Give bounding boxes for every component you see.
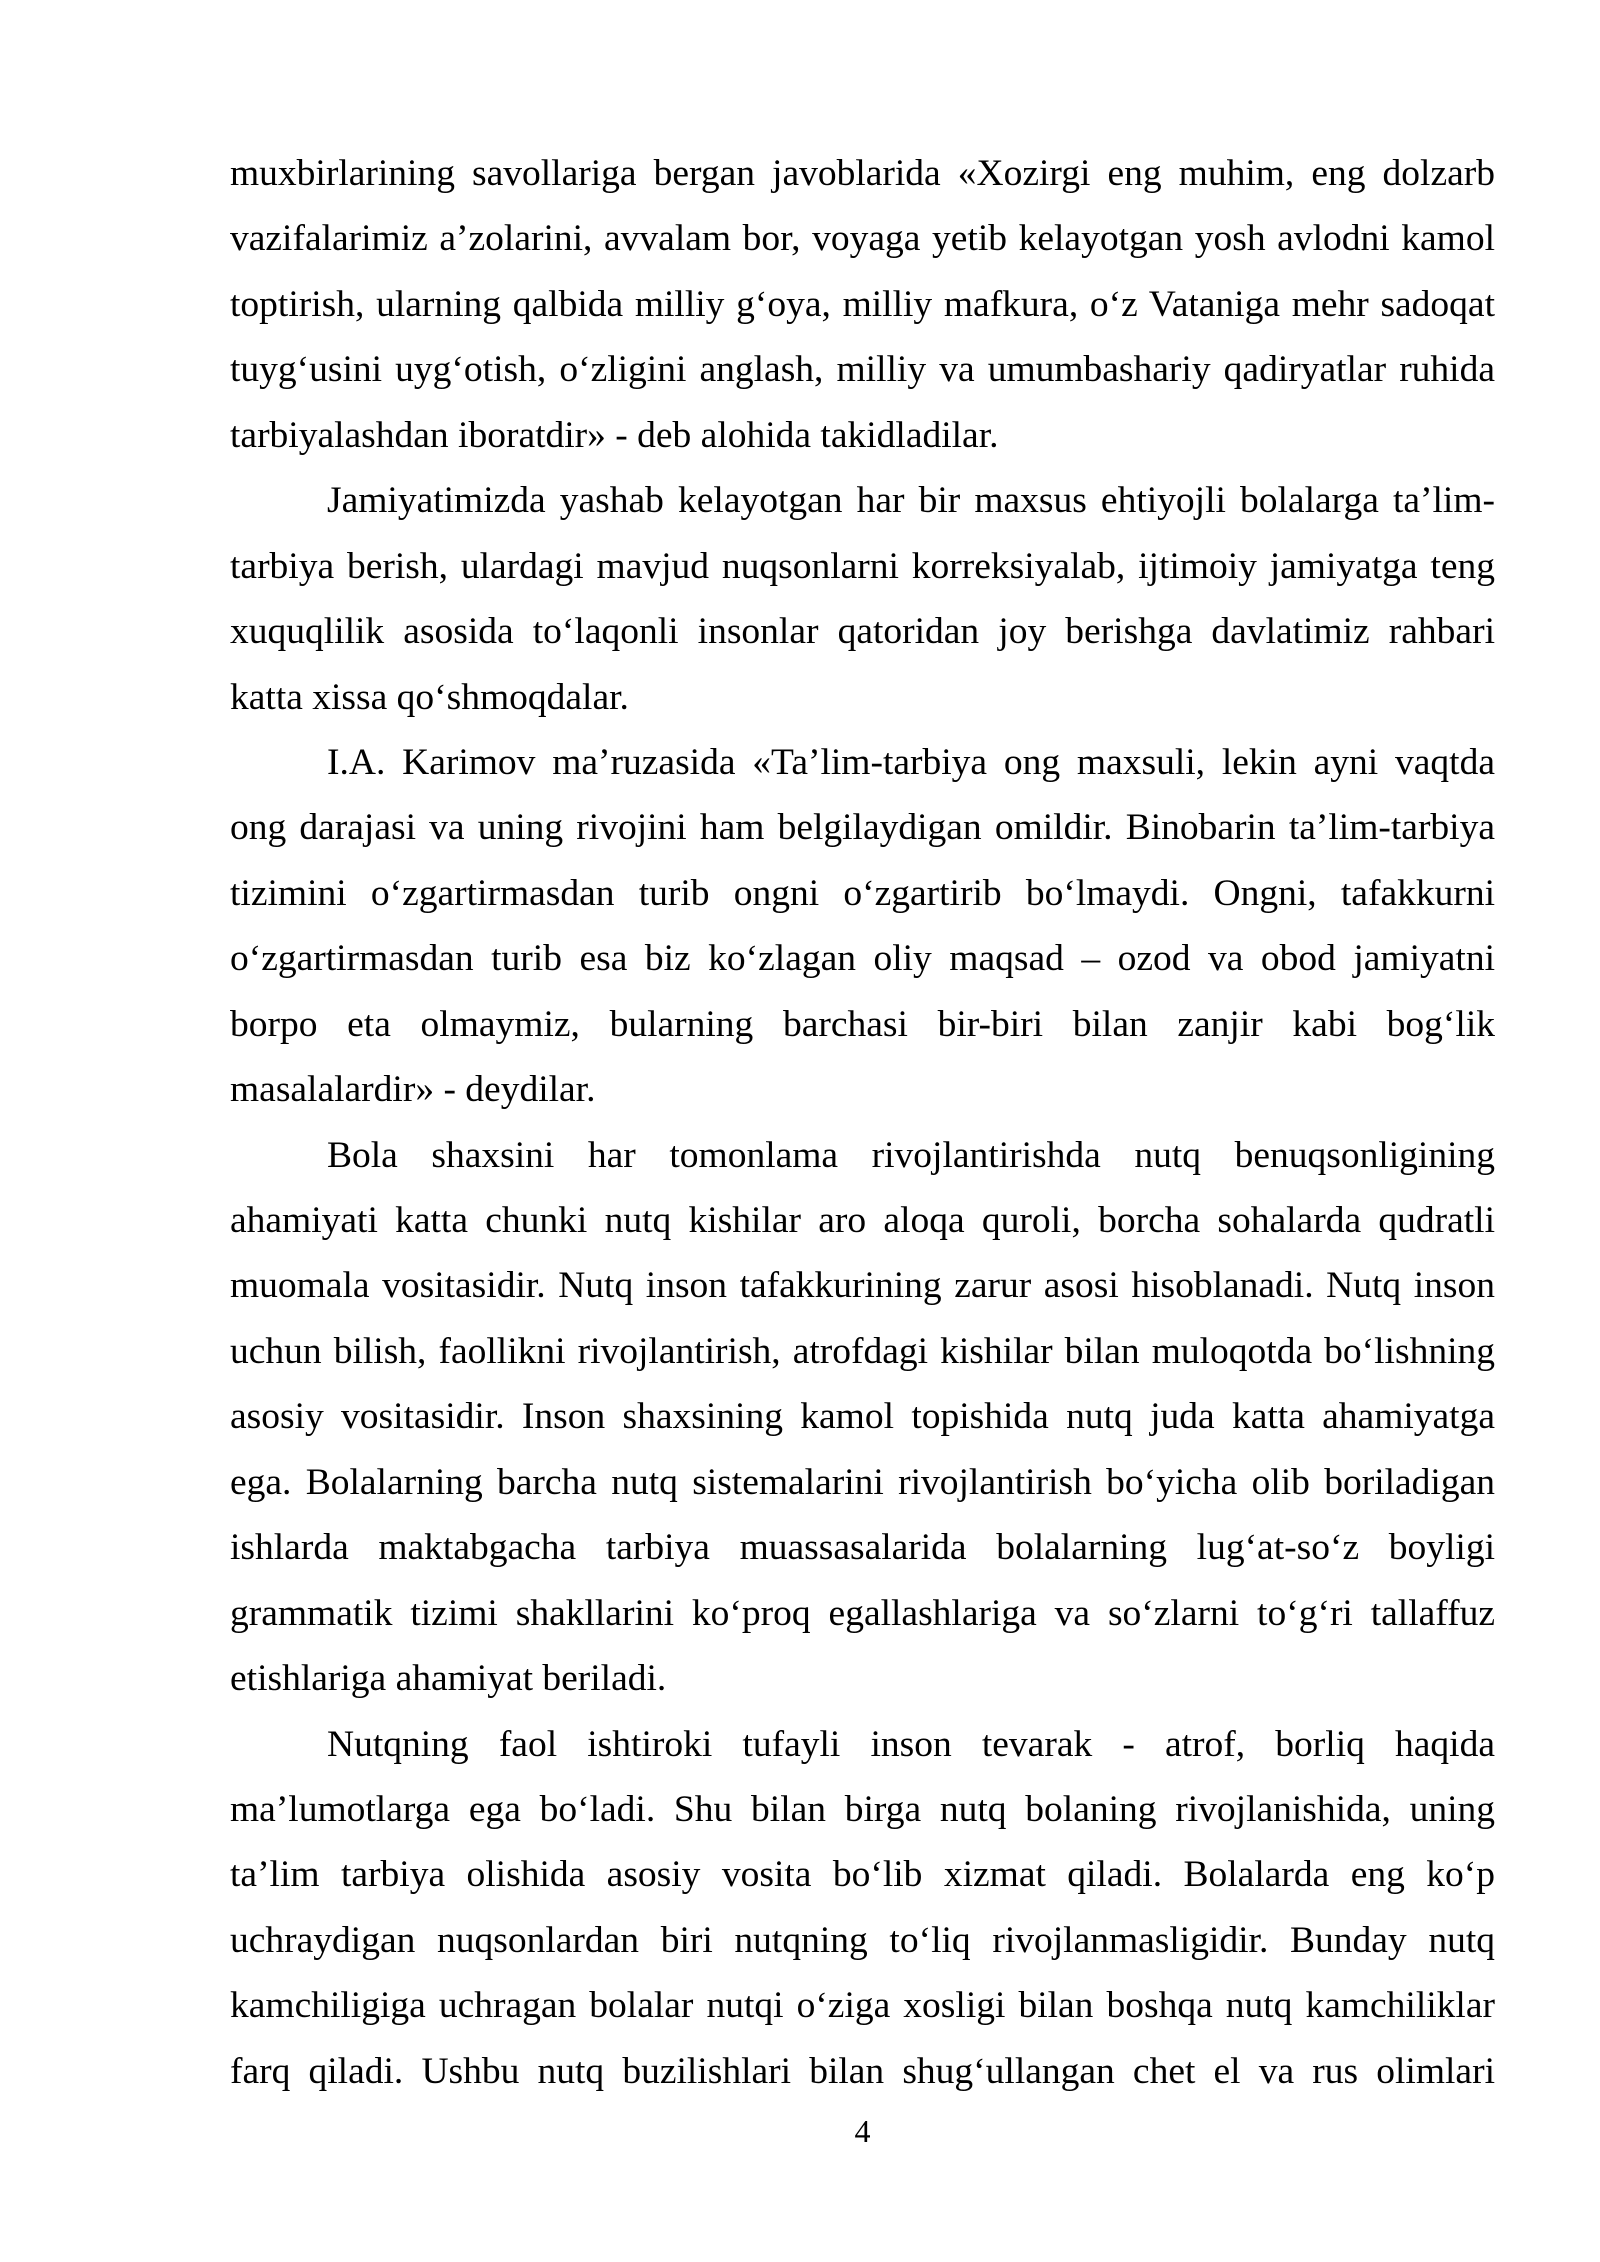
- text-line: kamchiligiga uchragan bolalar nutqi o‘ziga xosligi bilan boshqa nutq kamchiliklar: [230, 1985, 1495, 2027]
- text-line: xuquqlilik asosida to‘laqonli insonlar qatoridan joy berishga davlatimiz rahbari: [230, 611, 1495, 653]
- text-line: grammatik tizimi shakllarini ko‘proq egallashlariga va so‘zlarni to‘g‘ri tallaffuz: [230, 1592, 1495, 1634]
- text-line: o‘zgartirmasdan turib esa biz ko‘zlagan oliy maqsad – ozod va obod jamiyatni: [230, 938, 1495, 980]
- paragraph: [230, 1123, 1495, 1712]
- page-number: 4: [854, 2113, 871, 2149]
- text-line: ma’lumotlarga ega bo‘ladi. Shu bilan birga nutq bolaning rivojlanishida, uning: [230, 1788, 1495, 1830]
- text-line: ega. Bolalarning barcha nutq sistemalarini rivojlantirish bo‘yicha olib boriladigan: [230, 1461, 1495, 1503]
- paragraph: [230, 141, 1495, 468]
- text-line: uchun bilish, faollikni rivojlantirish, atrofdagi kishilar bilan muloqotda bo‘lishning: [230, 1330, 1495, 1372]
- text-line: tarbiyalashdan iboratdir» - deb alohida takidladilar.: [230, 414, 999, 456]
- text-line: Bola shaxsini har tomonlama rivojlantirishda nutq benuqsonligining: [327, 1134, 1495, 1176]
- text-line: etishlariga ahamiyat beriladi.: [230, 1658, 667, 1700]
- text-line: farq qiladi. Ushbu nutq buzilishlari bilan shug‘ullangan chet el va rus olimlari: [230, 2050, 1495, 2092]
- text-line: masalalardir» - deydilar.: [230, 1069, 596, 1111]
- text-line: katta xissa qo‘shmoqdalar.: [230, 676, 629, 718]
- text-line: muomala vositasidir. Nutq inson tafakkurining zarur asosi hisoblanadi. Nutq inson: [230, 1265, 1495, 1307]
- text-line: Jamiyatimizda yashab kelayotgan har bir maxsus ehtiyojli bolalarga ta’lim-: [327, 480, 1495, 522]
- text-line: ahamiyati katta chunki nutq kishilar aro aloqa quroli, borcha sohalarda qudratli: [230, 1200, 1495, 1241]
- text-line: toptirish, ularning qalbida milliy g‘oya, milliy mafkura, o‘z Vataniga mehr sadoqat: [230, 283, 1495, 325]
- text-line: asosiy vositasidir. Inson shaxsining kamol topishida nutq juda katta ahamiyatga: [230, 1396, 1495, 1438]
- text-line: ishlarda maktabgacha tarbiya muassasalarida bolalarning lug‘at-so‘z boyligi: [230, 1527, 1495, 1569]
- text-line: vazifalarimiz a’zolarini, avvalam bor, voyaga yetib kelayotgan yosh avlodni kamol: [230, 218, 1495, 260]
- text-line: muxbirlarining savollariga bergan javoblarida «Xozirgi eng muhim, eng dolzarb: [230, 153, 1495, 194]
- text-line: ong darajasi va uning rivojini ham belgilaydigan omildir. Binobarin ta’lim-tarbiya: [230, 807, 1495, 849]
- text-line: tarbiya berish, ulardagi mavjud nuqsonlarni korreksiyalab, ijtimoiy jamiyatga teng: [230, 545, 1495, 587]
- text-line: tizimini o‘zgartirmasdan turib ongni o‘zgartirib bo‘lmaydi. Ongni, tafakkurni: [230, 872, 1495, 914]
- paragraph: [230, 1712, 1495, 2105]
- text-line: I.A. Karimov ma’ruzasida «Ta’lim-tarbiya ong maxsuli, lekin ayni vaqtda: [327, 741, 1495, 783]
- body-text: [230, 141, 1495, 2104]
- paragraph: [230, 468, 1495, 730]
- paragraph: [230, 730, 1495, 1123]
- text-line: tuyg‘usini uyg‘otish, o‘zligini anglash, milliy va umumbashariy qadiryatlar ruhida: [230, 349, 1495, 391]
- text-line: Nutqning faol ishtiroki tufayli inson tevarak - atrof, borliq haqida: [327, 1723, 1495, 1765]
- text-line: ta’lim tarbiya olishida asosiy vosita bo‘lib xizmat qiladi. Bolalarda eng ko‘p: [230, 1854, 1495, 1896]
- text-line: uchraydigan nuqsonlardan biri nutqning to‘liq rivojlanmasligidir. Bunday nutq: [230, 1919, 1495, 1961]
- text-line: borpo eta olmaymiz, bularning barchasi bir-biri bilan zanjir kabi bog‘lik: [230, 1003, 1495, 1045]
